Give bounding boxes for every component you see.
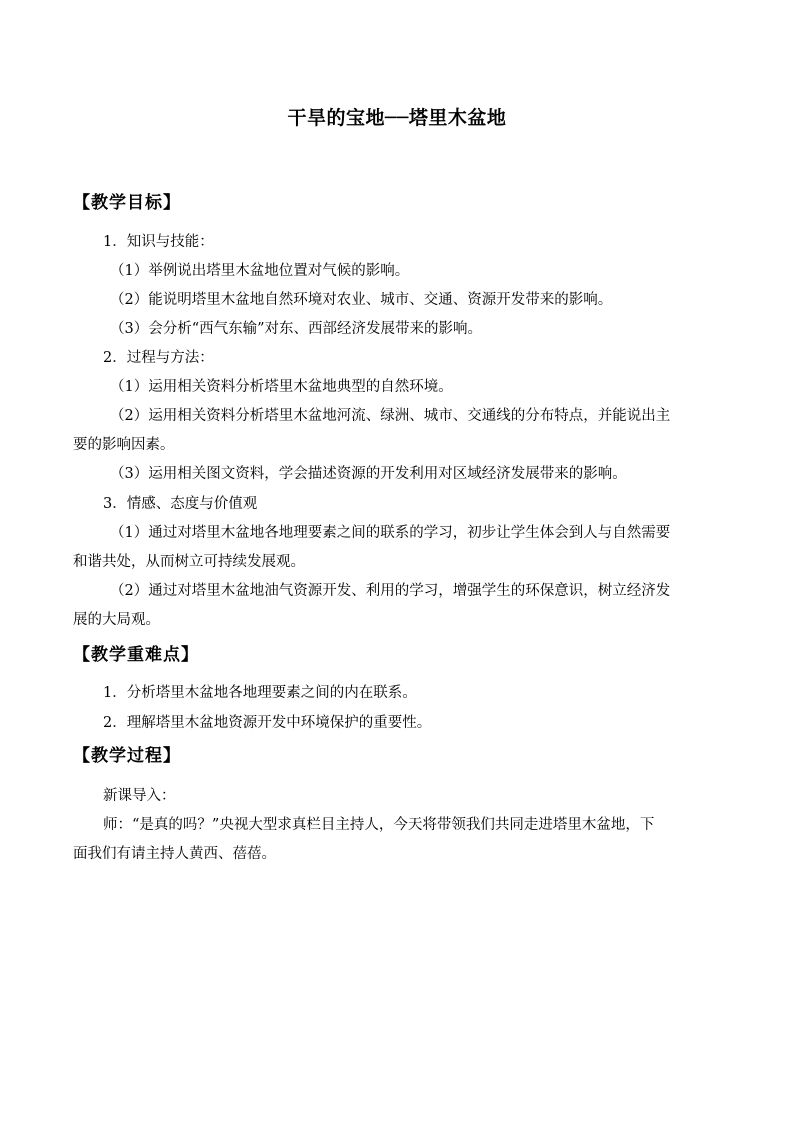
paragraph-line: 要的影响因素。 <box>73 437 175 453</box>
section-heading-objectives: 【教学目标】 <box>73 193 181 213</box>
paragraph-line: （2）运用相关资料分析塔里木盆地河流、绿洲、城市、交通线的分布特点，并能说出主 <box>110 408 671 424</box>
paragraph-line: 和谐共处，从而树立可持续发展观。 <box>73 554 305 570</box>
paragraph-line: 2．过程与方法： <box>103 350 214 366</box>
paragraph-line: 2．理解塔里木盆地资源开发中环境保护的重要性。 <box>103 715 432 731</box>
paragraph-line: 面我们有请主持人黄西、蓓蓓。 <box>73 846 276 862</box>
paragraph-line: 1．知识与技能： <box>103 234 214 250</box>
paragraph-line: 新课导入： <box>103 788 176 804</box>
document-title: 干旱的宝地──塔里木盆地 <box>287 107 507 129</box>
paragraph-line: 展的大局观。 <box>73 612 160 628</box>
paragraph-line: （1）运用相关资料分析塔里木盆地典型的自然环境。 <box>110 379 453 395</box>
paragraph-line: （1）举例说出塔里木盆地位置对气候的影响。 <box>110 263 410 279</box>
paragraph-line: 师：“是真的吗？”央视大型求真栏目主持人，今天将带领我们共同走进塔里木盆地，下 <box>103 817 655 833</box>
paragraph-line: （2）能说明塔里木盆地自然环境对农业、城市、交通、资源开发带来的影响。 <box>110 292 613 308</box>
paragraph-line: （3）运用相关图文资料，学会描述资源的开发利用对区域经济发展带来的影响。 <box>110 466 627 482</box>
paragraph-line: （2）通过对塔里木盆地油气资源开发、利用的学习，增强学生的环保意识，树立经济发 <box>110 583 671 599</box>
section-heading-keypoints: 【教学重难点】 <box>73 645 199 665</box>
paragraph-line: （1）通过对塔里木盆地各地理要素之间的联系的学习，初步让学生体会到人与自然需要 <box>110 525 671 541</box>
paragraph-line: （3）会分析“西气东输”对东、西部经济发展带来的影响。 <box>110 321 483 337</box>
paragraph-line: 3．情感、态度与价值观 <box>103 496 258 512</box>
section-heading-process: 【教学过程】 <box>73 746 181 766</box>
paragraph-line: 1．分析塔里木盆地各地理要素之间的内在联系。 <box>103 685 417 701</box>
